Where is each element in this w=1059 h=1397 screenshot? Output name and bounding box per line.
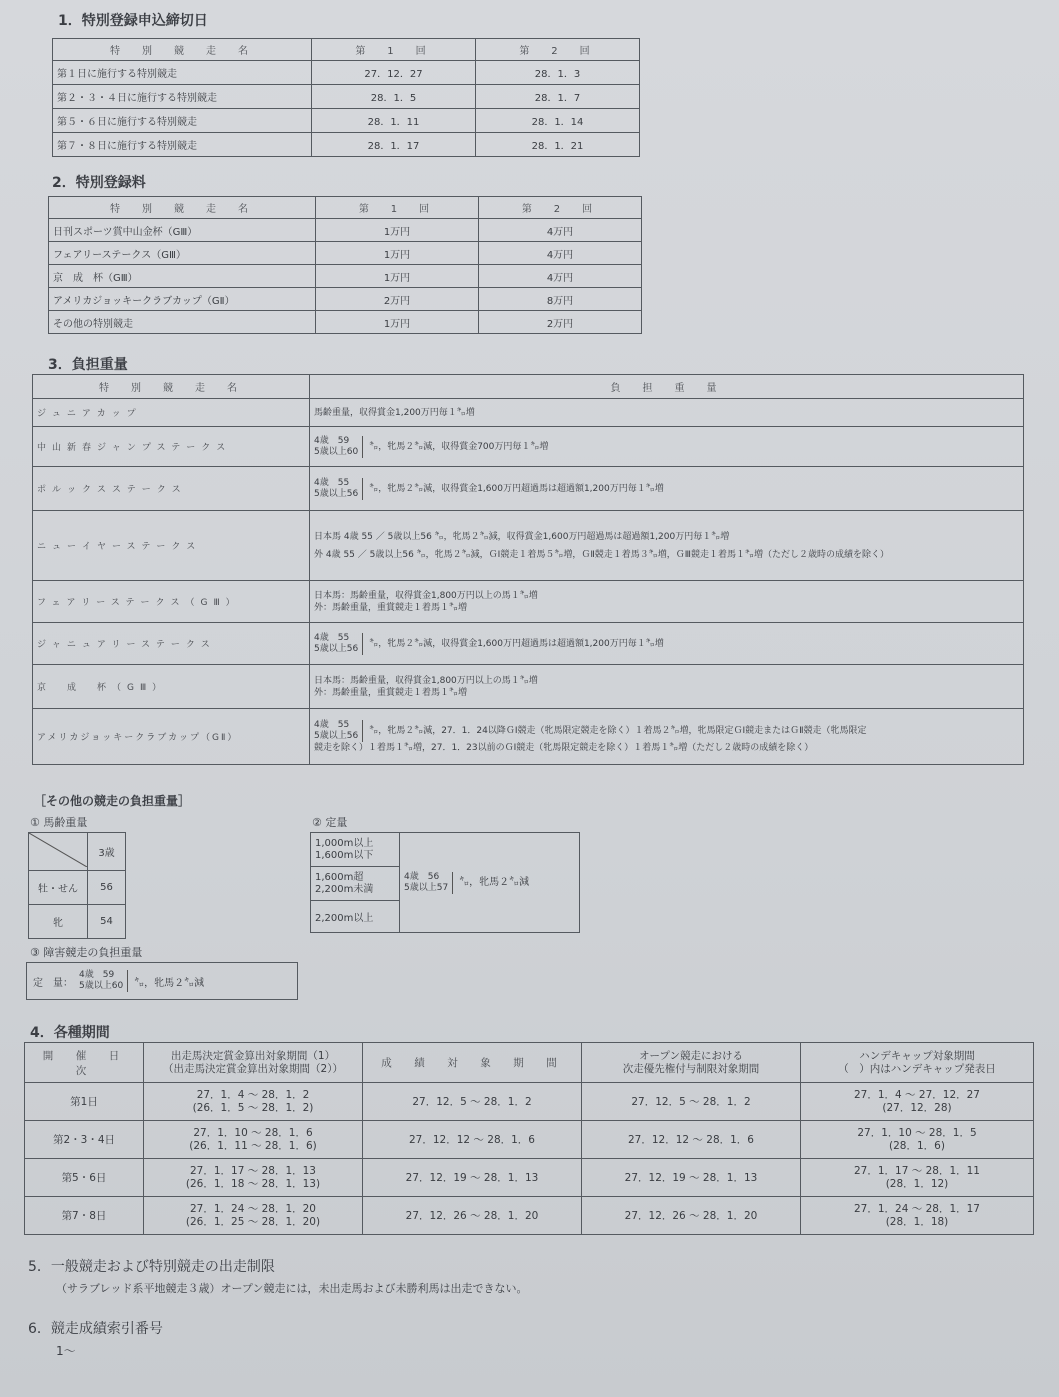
b1-value: 56 bbox=[88, 871, 126, 905]
s4-head: 開 催 日 次 bbox=[25, 1043, 144, 1083]
s3-weight-line: ㌔，牝馬２㌔減，収得賞金1,600万円超過馬は超過額1,200万円毎１㌔増 bbox=[369, 483, 664, 494]
s3-weight-line: ㌔，牝馬２㌔減，収得賞金700万円毎１㌔増 bbox=[369, 441, 549, 452]
b1-col: 3歳 bbox=[88, 833, 126, 871]
section5-title: 5．一般競走および特別競走の出走制限 bbox=[28, 1259, 275, 1275]
s1-row-name: 第１日に施行する特別競走 bbox=[53, 61, 312, 85]
section4-table bbox=[24, 1042, 1034, 1235]
section6-text: 1〜 bbox=[56, 1344, 76, 1358]
b2-distance: 2,200m以上 bbox=[311, 901, 400, 933]
s2-head-name: 特 別 競 走 名 bbox=[49, 197, 316, 219]
s2-cell: 4万円 bbox=[479, 265, 642, 288]
s2-cell: 1万円 bbox=[316, 242, 479, 265]
s3-weight-line: 競走を除く）１着馬１㌔増，27．1．23以前のＧⅠ競走（牝馬限定競走を除く）１着馬１㌔増（ただし２歳時の成績を除く） bbox=[314, 742, 814, 753]
s2-cell: 1万円 bbox=[316, 311, 479, 334]
s4-cell: 27．12．19 〜 28．1．13 bbox=[363, 1159, 582, 1197]
s2-head-2: 第 2 回 bbox=[479, 197, 642, 219]
s3-race-name: ニューイヤーステークス bbox=[33, 511, 310, 581]
s2-row-name: 京 成 杯（GⅢ） bbox=[49, 265, 316, 288]
s2-row-name: その他の特別競走 bbox=[49, 311, 316, 334]
s2-cell: 1万円 bbox=[316, 265, 479, 288]
b2-distance: 1,000m以上 1,600m以下 bbox=[311, 833, 400, 867]
s3-age-line: 4歳 59 bbox=[314, 435, 350, 446]
b3-label: 定 量： bbox=[33, 977, 73, 989]
b2-title: ② 定量 bbox=[312, 816, 348, 829]
s3-age-line: 5歳以上56 bbox=[314, 643, 359, 654]
s1-head-1: 第 1 回 bbox=[312, 39, 476, 61]
s4-cell: 27．12．26 〜 28．1．20 bbox=[363, 1197, 582, 1235]
s3-race-name: ジャニュアリーステークス bbox=[33, 623, 310, 665]
s3-age-line: 5歳以上56 bbox=[314, 488, 359, 499]
s4-day: 第5・6日 bbox=[25, 1159, 144, 1197]
s1-cell: 28．1．3 bbox=[476, 61, 640, 85]
s4-cell: 27．1．4 〜 28．1．2 (26．1．5 〜 28．1．2) bbox=[144, 1083, 363, 1121]
s3-weight-line: 外：馬齢重量，重賞競走１着馬１㌔増 bbox=[314, 687, 468, 698]
section1-title: 1．特別登録申込締切日 bbox=[58, 13, 208, 29]
section2-table bbox=[48, 196, 642, 334]
s1-row-name: 第５・６日に施行する特別競走 bbox=[53, 109, 312, 133]
s2-cell: 4万円 bbox=[479, 242, 642, 265]
b1-title: ① 馬齢重量 bbox=[30, 816, 88, 829]
diagonal-line bbox=[29, 833, 87, 867]
b3-note: ㌔，牝馬２㌔減 bbox=[134, 977, 205, 989]
s3-race-name: 中山新春ジャンプステークス bbox=[33, 427, 310, 467]
s3-age-line: 5歳以上60 bbox=[314, 446, 359, 457]
s3-weight-line: 日本馬：馬齢重量，収得賞金1,800万円以上の馬１㌔増 bbox=[314, 590, 538, 601]
s4-cell: 27．12．5 〜 28．1．2 bbox=[363, 1083, 582, 1121]
section4-title: 4．各種期間 bbox=[30, 1025, 110, 1041]
s4-cell: 27．12．26 〜 28．1．20 bbox=[582, 1197, 801, 1235]
section3-title: 3．負担重量 bbox=[48, 357, 128, 373]
b2-distance: 1,600m超 2,200m未満 bbox=[311, 867, 400, 901]
s4-head: オープン競走における 次走優先権付与制限対象期間 bbox=[582, 1043, 801, 1083]
s3-weight-line: 馬齢重量，収得賞金1,200万円毎１㌔増 bbox=[314, 407, 475, 418]
s4-head: ハンデキャップ対象期間 （ ）内はハンデキャップ発表日 bbox=[801, 1043, 1034, 1083]
other-title: ［その他の競走の負担重量］ bbox=[34, 794, 191, 808]
s3-head-name: 特 別 競 走 名 bbox=[33, 375, 310, 399]
s3-race-name: ジュニアカップ bbox=[33, 399, 310, 427]
s3-race-name: アメリカジョッキークラブカップ（GⅡ） bbox=[33, 709, 310, 765]
s4-cell: 27．1．10 〜 28．1．5 (28．1．6) bbox=[801, 1121, 1034, 1159]
b3-age-line: 4歳 59 bbox=[79, 970, 115, 980]
s4-cell: 27．12．19 〜 28．1．13 bbox=[582, 1159, 801, 1197]
b2-note: ㌔，牝馬２㌔減 bbox=[459, 877, 530, 888]
s3-age-line: 4歳 55 bbox=[314, 477, 350, 488]
s3-age-line: 4歳 55 bbox=[314, 719, 350, 730]
s1-cell: 28．1．17 bbox=[312, 133, 476, 157]
s2-cell: 2万円 bbox=[316, 288, 479, 311]
s4-cell: 27．1．17 〜 28．1．11 (28．1．12) bbox=[801, 1159, 1034, 1197]
s1-cell: 28．1．7 bbox=[476, 85, 640, 109]
s3-weight-line: 日本馬 4歳 55 ／ 5歳以上56 ㌔，牝馬２㌔減，収得賞金1,600万円超過馬は超過額1,200万円毎１㌔増 bbox=[314, 531, 730, 542]
s2-row-name: 日刊スポーツ賞中山金杯（GⅢ） bbox=[49, 219, 316, 242]
fixed-weight-table bbox=[310, 832, 580, 933]
b3-age-line: 5歳以上60 bbox=[79, 981, 124, 991]
s4-cell: 27．12．5 〜 28．1．2 bbox=[582, 1083, 801, 1121]
section5-text: （サラブレッド系平地競走３歳）オープン競走には，未出走馬および未勝利馬は出走できない。 bbox=[56, 1282, 528, 1295]
s4-day: 第2・3・4日 bbox=[25, 1121, 144, 1159]
s4-cell: 27．1．24 〜 28．1．20 (26．1．25 〜 28．1．20) bbox=[144, 1197, 363, 1235]
s3-head-weight: 負 担 重 量 bbox=[310, 375, 1024, 399]
s2-row-name: アメリカジョッキークラブカップ（GⅡ） bbox=[49, 288, 316, 311]
s1-cell: 28．1．5 bbox=[312, 85, 476, 109]
diagonal-cell bbox=[29, 833, 88, 871]
s3-weight-line: ㌔，牝馬２㌔減，27．1．24以降ＧⅠ競走（牝馬限定競走を除く）１着馬２㌔増，牝馬限定ＧⅠ競走またはＧⅡ競走（牝馬限定 bbox=[369, 725, 867, 736]
s4-head: 成 績 対 象 期 間 bbox=[363, 1043, 582, 1083]
s2-head-1: 第 1 回 bbox=[316, 197, 479, 219]
s4-cell: 27．1．10 〜 28．1．6 (26．1．11 〜 28．1．6) bbox=[144, 1121, 363, 1159]
b1-value: 54 bbox=[88, 905, 126, 939]
section1-table bbox=[52, 38, 640, 157]
s3-weight-line: 外 4歳 55 ／ 5歳以上56 ㌔，牝馬２㌔減，ＧⅠ競走１着馬５㌔増，ＧⅡ競走１着馬３㌔増，ＧⅢ競走１着馬１㌔増（ただし２歳時の成績を除く） bbox=[314, 549, 889, 560]
b1-label: 牡・せん bbox=[29, 871, 88, 905]
s4-cell: 27．1．17 〜 28．1．13 (26．1．18 〜 28．1．13) bbox=[144, 1159, 363, 1197]
s1-row-name: 第２・３・４日に施行する特別競走 bbox=[53, 85, 312, 109]
s3-weight-line: ㌔，牝馬２㌔減，収得賞金1,600万円超過馬は超過額1,200万円毎１㌔増 bbox=[369, 638, 664, 649]
s3-age-line: 4歳 55 bbox=[314, 632, 350, 643]
b2-age-line: 4歳 56 bbox=[404, 871, 440, 882]
section3-table bbox=[32, 374, 1024, 765]
s1-row-name: 第７・８日に施行する特別競走 bbox=[53, 133, 312, 157]
s2-cell: 1万円 bbox=[316, 219, 479, 242]
s3-race-name: 京 成 杯（GⅢ） bbox=[33, 665, 310, 709]
s1-cell: 27．12．27 bbox=[312, 61, 476, 85]
s1-head-name: 特 別 競 走 名 bbox=[53, 39, 312, 61]
s3-weight-line: 外：馬齢重量，重賞競走１着馬１㌔増 bbox=[314, 602, 468, 613]
s4-cell: 27．1．4 〜 27．12．27 (27．12．28) bbox=[801, 1083, 1034, 1121]
s4-cell: 27．12．12 〜 28．1．6 bbox=[582, 1121, 801, 1159]
s2-cell: 4万円 bbox=[479, 219, 642, 242]
s1-cell: 28．1．21 bbox=[476, 133, 640, 157]
s4-cell: 27．12．12 〜 28．1．6 bbox=[363, 1121, 582, 1159]
s3-weight-line: 日本馬：馬齢重量，収得賞金1,800万円以上の馬１㌔増 bbox=[314, 675, 538, 686]
b1-label: 牝 bbox=[29, 905, 88, 939]
s4-head: 出走馬決定賞金算出対象期間（1） （出走馬決定賞金算出対象期間（2）） bbox=[144, 1043, 363, 1083]
s1-cell: 28．1．11 bbox=[312, 109, 476, 133]
age-weight-table bbox=[28, 832, 126, 939]
s4-day: 第1日 bbox=[25, 1083, 144, 1121]
s3-age-line: 5歳以上56 bbox=[314, 730, 359, 741]
s3-race-name: フェアリーステークス（GⅢ） bbox=[33, 581, 310, 623]
s1-cell: 28．1．14 bbox=[476, 109, 640, 133]
b3-title: ③ 障害競走の負担重量 bbox=[30, 946, 143, 959]
b2-age-line: 5歳以上57 bbox=[404, 882, 449, 893]
s3-race-name: ポルックスステークス bbox=[33, 467, 310, 511]
s4-cell: 27．1．24 〜 28．1．17 (28．1．18) bbox=[801, 1197, 1034, 1235]
s2-cell: 8万円 bbox=[479, 288, 642, 311]
s4-day: 第7・8日 bbox=[25, 1197, 144, 1235]
section2-title: 2．特別登録料 bbox=[52, 175, 146, 191]
jump-weight-box bbox=[26, 962, 298, 1000]
s1-head-2: 第 2 回 bbox=[476, 39, 640, 61]
s2-row-name: フェアリーステークス（GⅢ） bbox=[49, 242, 316, 265]
section6-title: 6．競走成績索引番号 bbox=[28, 1321, 163, 1337]
s2-cell: 2万円 bbox=[479, 311, 642, 334]
